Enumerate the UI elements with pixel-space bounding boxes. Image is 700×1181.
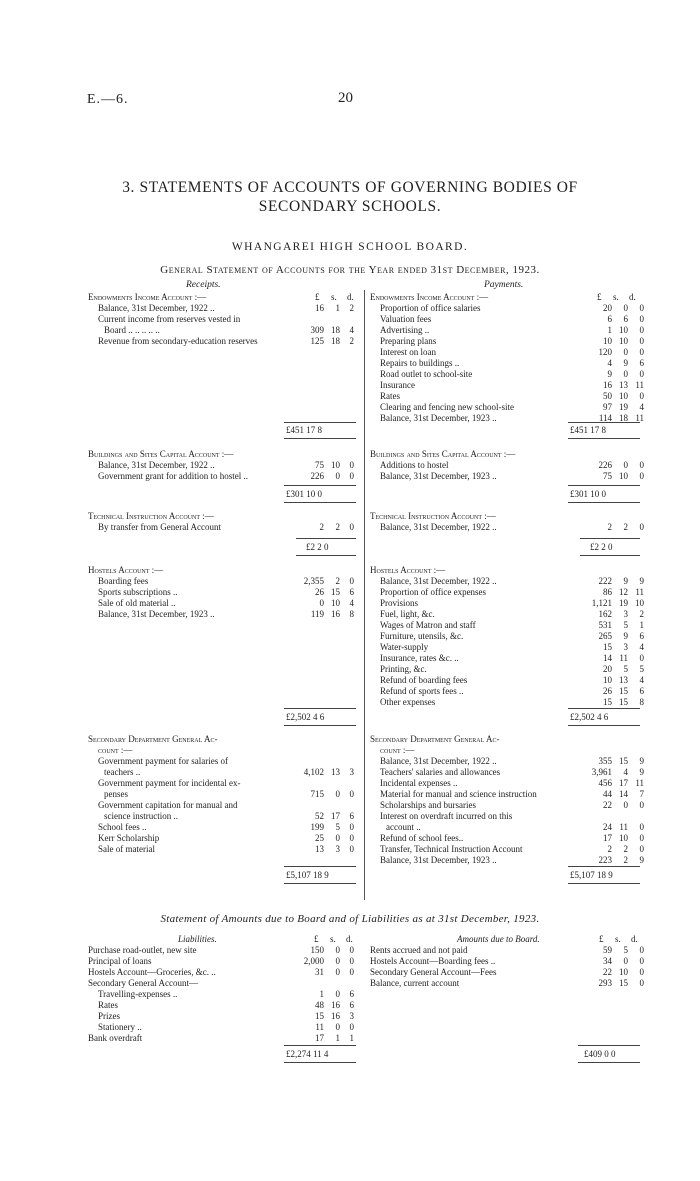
ledger-row: penses 715 0 0 (104, 789, 354, 799)
total-rule (284, 438, 356, 439)
ledger-row: Valuation fees 6 6 0 (380, 314, 644, 324)
receipts-shilling-header: s. (331, 292, 337, 302)
section-title-line-1: 3. STATEMENTS OF ACCOUNTS OF GOVERNING BODIES OF (122, 179, 578, 196)
page-number: 20 (338, 90, 353, 106)
ledger-row: Balance, 31st December, 1922 .. 222 9 9 (380, 576, 644, 586)
payments-pound-header: £ (597, 292, 602, 302)
total-rule (284, 866, 356, 867)
secondary-payments-account (370, 734, 650, 866)
total-rule (284, 1045, 356, 1046)
payments-heading: Payments. (484, 280, 524, 290)
total-rule (568, 883, 640, 884)
payments-shilling-header: s. (613, 292, 619, 302)
ledger-row: Revenue from secondary-education reserves 125 18 2 (98, 336, 354, 346)
ledger-row: Hostels Account—Boarding fees .. 34 0 0 (370, 956, 644, 966)
buildings-payments-account (370, 449, 650, 482)
account-title-cont: count :— (380, 745, 415, 755)
endowments-payments-account (370, 292, 650, 424)
total-rule (578, 1062, 640, 1063)
account-title: Technical Instruction Account :— (88, 511, 214, 521)
ledger-row: Proportion of office expenses 86 12 11 (380, 587, 644, 597)
total-rule (568, 708, 640, 709)
ledger-row: Furniture, utensils, &c. 265 9 6 (380, 631, 644, 641)
ledger-row: Other expenses 15 15 8 (380, 697, 644, 707)
account-title: Buildings and Sites Capital Account :— (88, 449, 234, 459)
ledger-row: Refund of school fees.. 17 10 0 (380, 833, 644, 843)
ledger-row: account .. 24 11 0 (386, 822, 644, 832)
ledger-row: Scholarships and bursaries 22 0 0 (380, 800, 644, 810)
ledger-row: Hostels Account—Groceries, &c. .. 31 0 0 (88, 967, 354, 977)
secondary-payments-total: £5,107 18 9 (570, 870, 613, 880)
ledger-row: Rents accrued and not paid 59 5 0 (370, 945, 644, 955)
ledger-row: Repairs to buildings .. 4 9 6 (380, 358, 644, 368)
liabilities-table (88, 945, 358, 1044)
ledger-row: Incidental expenses .. 456 17 11 (380, 778, 644, 788)
account-title: Secondary Department General Ac- (370, 734, 500, 744)
ledger-row: Sports subscriptions .. 26 15 6 (98, 587, 354, 597)
buildings-payments-total: £301 10 0 (570, 489, 606, 499)
account-title: Hostels Account :— (88, 565, 164, 575)
amounts-due-heading: Amounts due to Board. (457, 934, 540, 944)
account-title: Technical Instruction Account :— (370, 511, 496, 521)
ledger-row: Insurance, rates &c. .. 14 11 0 (380, 653, 644, 663)
ledger-row: Principal of loans 2,000 0 0 (88, 956, 354, 966)
column-divider (364, 290, 365, 900)
ledger-row: Purchase road-outlet, new site 150 0 0 (88, 945, 354, 955)
ledger-row: Preparing plans 10 10 0 (380, 336, 644, 346)
liabilities-heading: Liabilities. (178, 934, 217, 944)
account-title: Endowments Income Account :— (88, 292, 207, 302)
board-title: WHANGAREI HIGH SCHOOL BOARD. (231, 241, 469, 253)
ledger-row: Interest on loan 120 0 0 (380, 347, 644, 357)
ledger-row: Proportion of office salaries 20 0 0 (380, 303, 644, 313)
ledger-row: By transfer from General Account 2 2 0 (98, 522, 354, 532)
ledger-row: Current income from reserves vested in (98, 314, 241, 324)
ledger-row: teachers .. 4,102 13 3 (104, 767, 354, 777)
amounts-pence-header: d. (631, 934, 638, 944)
account-title: Endowments Income Account :— (370, 292, 489, 302)
total-rule (568, 502, 640, 503)
ledger-row: Balance, current account 293 15 0 (370, 978, 644, 988)
general-statement-title: General Statement of Accounts for the Year ended 31st December, 1923. (160, 264, 540, 276)
amounts-pound-header: £ (599, 934, 604, 944)
buildings-receipts-account (88, 449, 358, 482)
amounts-shilling-header: s. (615, 934, 621, 944)
ledger-row: science instruction .. 52 17 6 (104, 811, 354, 821)
ledger-row: Water-supply 15 3 4 (380, 642, 644, 652)
total-rule (284, 725, 356, 726)
ledger-row: Printing, &c. 20 5 5 (380, 664, 644, 674)
ledger-row: Clearing and fencing new school-site 97 19 4 (380, 402, 644, 412)
technical-receipts-total: £2 2 0 (306, 542, 329, 552)
total-rule (296, 555, 356, 556)
ledger-row: Boarding fees 2,355 2 0 (98, 576, 354, 586)
ledger-row: Balance, 31st December, 1923 .. 223 2 9 (380, 855, 644, 865)
liabilities-total: £2,274 11 4 (286, 1049, 329, 1059)
ledger-row: Board .. .. .. .. .. 309 18 4 (104, 325, 354, 335)
ledger-row: Balance, 31st December, 1922 .. 355 15 9 (380, 756, 644, 766)
secondary-receipts-total: £5,107 18 9 (286, 870, 329, 880)
technical-receipts-account (88, 511, 358, 533)
total-rule (284, 1062, 356, 1063)
total-rule (568, 725, 640, 726)
account-title: Secondary Department General Ac- (88, 734, 218, 744)
receipts-pound-header: £ (315, 292, 320, 302)
ledger-row: Government payment for incidental ex- (98, 778, 241, 788)
ledger-row: Stationery .. 11 0 0 (98, 1022, 354, 1032)
amounts-due-total: £409 0 0 (584, 1049, 616, 1059)
total-rule (568, 866, 640, 867)
ledger-row: Government payment for salaries of (98, 756, 228, 766)
total-rule (568, 485, 640, 486)
ledger-row: School fees .. 199 5 0 (98, 822, 354, 832)
ledger-row: Provisions 1,121 19 10 (380, 598, 644, 608)
total-rule (284, 502, 356, 503)
account-title: Buildings and Sites Capital Account :— (370, 449, 516, 459)
technical-payments-account (370, 511, 650, 533)
ledger-row: Rates 48 16 6 (98, 1000, 354, 1010)
section-title-line-2: SECONDARY SCHOOLS. (258, 198, 442, 215)
ledger-row: Kerr Scholarship 25 0 0 (98, 833, 354, 843)
ledger-row: Government grant for addition to hostel .. 226 0 0 (98, 471, 354, 481)
ledger-row: Prizes 15 16 3 (98, 1011, 354, 1021)
total-rule (580, 538, 640, 539)
ledger-row: Advertising .. 1 10 0 (380, 325, 644, 335)
hostels-receipts-account (88, 565, 358, 620)
liabilities-pence-header: d. (346, 934, 353, 944)
total-rule (284, 422, 356, 423)
total-rule (284, 883, 356, 884)
ledger-row: Balance, 31st December, 1922 .. 75 10 0 (98, 460, 354, 470)
ledger-row: Sale of old material .. 0 10 4 (98, 598, 354, 608)
total-rule (284, 708, 356, 709)
technical-payments-total: £2 2 0 (590, 542, 613, 552)
ledger-row: Balance, 31st December, 1923 .. 119 16 8 (98, 609, 354, 619)
ledger-row: Bank overdraft 17 1 1 (88, 1033, 354, 1043)
account-title-cont: count :— (98, 745, 133, 755)
ledger-row: Balance, 31st December, 1923 .. 114 18 11 (380, 413, 644, 423)
ledger-row: Road outlet to school-site 9 0 0 (380, 369, 644, 379)
secondary-receipts-account (88, 734, 358, 855)
ledger-row: Balance, 31st December, 1922 .. 16 1 2 (98, 303, 354, 313)
amounts-due-table (370, 945, 650, 989)
ledger-row: Teachers' salaries and allowances 3,961 4 9 (380, 767, 644, 777)
total-rule (578, 1045, 640, 1046)
ledger-row: Refund of boarding fees 10 13 4 (380, 675, 644, 685)
ledger-row: Interest on overdraft incurred on this (380, 811, 513, 821)
hostels-payments-total: £2,502 4 6 (570, 712, 609, 722)
buildings-receipts-total: £301 10 0 (286, 489, 322, 499)
ledger-row: Wages of Matron and staff 531 5 1 (380, 620, 644, 630)
statement-title: Statement of Amounts due to Board and of Liabilities as at 31st December, 1923. (160, 913, 540, 925)
account-title: Hostels Account :— (370, 565, 446, 575)
total-rule (568, 422, 640, 423)
liabilities-pound-header: £ (314, 934, 319, 944)
ledger-row: Transfer, Technical Instruction Account 2 2 0 (380, 844, 644, 854)
ledger-row: Sale of material 13 3 0 (98, 844, 354, 854)
ledger-row: Rates 50 10 0 (380, 391, 644, 401)
ledger-row: Material for manual and science instruction 44 14 7 (380, 789, 644, 799)
ledger-row: Balance, 31st December, 1923 .. 75 10 0 (380, 471, 644, 481)
receipts-pence-header: d. (347, 292, 354, 302)
receipts-heading: Receipts. (186, 280, 221, 290)
total-rule (580, 555, 640, 556)
total-rule (284, 485, 356, 486)
liabilities-shilling-header: s. (330, 934, 336, 944)
ledger-row: Secondary General Account—Fees 22 10 0 (370, 967, 644, 977)
payments-pence-header: d. (629, 292, 636, 302)
ledger-row: Refund of sports fees .. 26 15 6 (380, 686, 644, 696)
ledger-row: Additions to hostel 226 0 0 (380, 460, 644, 470)
ledger-row: Government capitation for manual and (98, 800, 238, 810)
hostels-receipts-total: £2,502 4 6 (286, 712, 325, 722)
hostels-payments-account (370, 565, 650, 708)
ledger-row: Balance, 31st December, 1922 .. 2 2 0 (380, 522, 644, 532)
endowments-payments-total: £451 17 8 (570, 425, 606, 435)
total-rule (568, 438, 640, 439)
ledger-row: Secondary General Account— (88, 978, 198, 988)
ledger-row: Travelling-expenses .. 1 0 6 (98, 989, 354, 999)
ledger-row: Fuel, light, &c. 162 3 2 (380, 609, 644, 619)
total-rule (296, 538, 356, 539)
ledger-row: Insurance 16 13 11 (380, 380, 644, 390)
endowments-receipts-account (88, 292, 358, 347)
endowments-receipts-total: £451 17 8 (286, 425, 322, 435)
document-reference: E.—6. (87, 92, 129, 107)
